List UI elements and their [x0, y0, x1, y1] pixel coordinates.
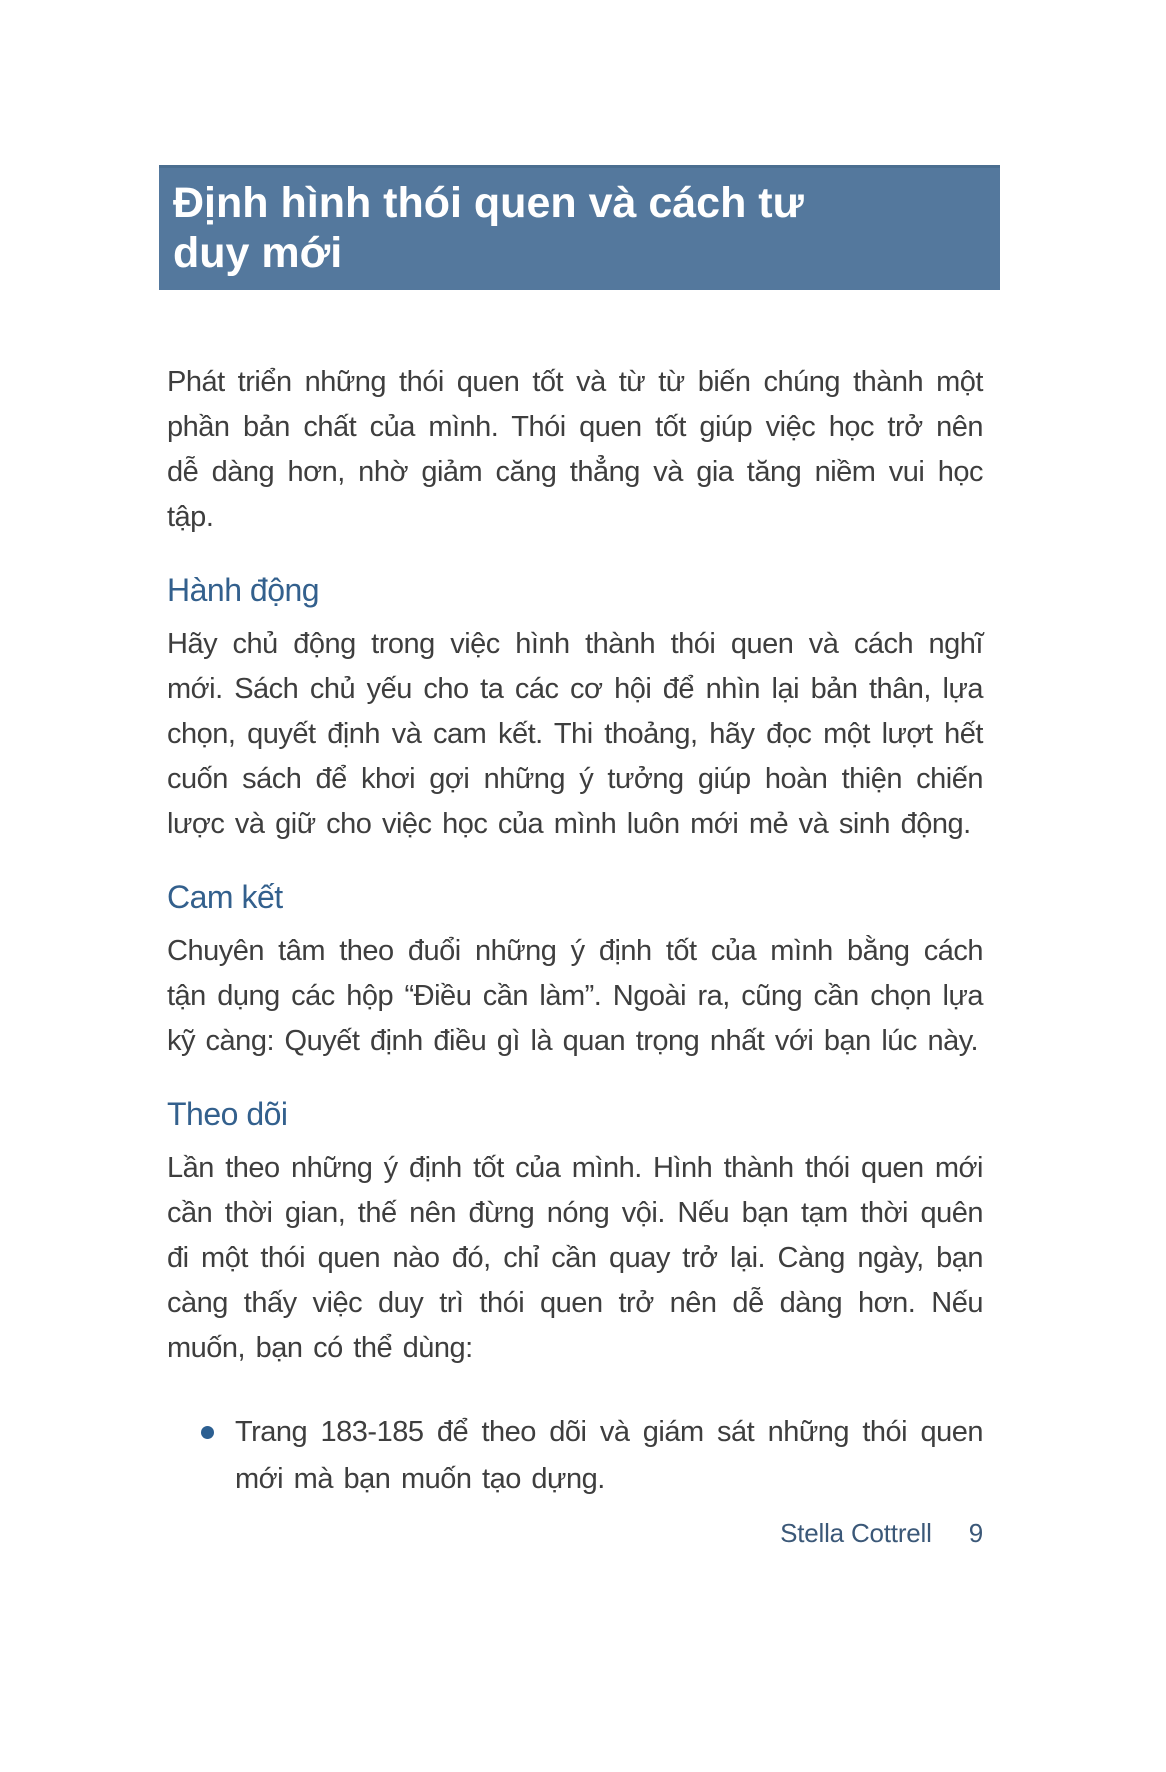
- section-heading-theo-doi: Theo dõi: [167, 1096, 288, 1132]
- section-heading-cam-ket: Cam kết: [167, 879, 283, 915]
- chapter-title: Định hình thói quen và cách tư duy mới: [173, 179, 804, 277]
- bullet-icon: [201, 1426, 214, 1439]
- section-heading-hanh-dong: Hành động: [167, 572, 320, 608]
- section-theo-doi: [167, 1094, 983, 1371]
- section-cam-ket: [167, 877, 983, 1064]
- bullet-list: [167, 1409, 983, 1503]
- page-footer: [167, 1517, 983, 1549]
- section-hanh-dong: [167, 570, 983, 847]
- list-item: [167, 1409, 983, 1503]
- page-content: [167, 360, 983, 1549]
- section-body-theo-doi: Lần theo những ý định tốt của mình. Hình thành thói quen mới cần thời gian, thế nên đừng nóng vội. Nếu bạn tạm thời quên đi một thói quen nào đó, chỉ cần quay trở lại. Càng ngày, bạn càng thấy việc duy trì thói quen trở nên dễ dàng hơn. Nếu muốn, bạn có thể dùng:: [167, 1152, 983, 1364]
- list-item-text: Trang 183-185 để theo dõi và giám sát những thói quen mới mà bạn muốn tạo dựng.: [235, 1416, 983, 1495]
- page-number: 9: [968, 1518, 983, 1548]
- chapter-header-banner: [159, 165, 1000, 290]
- section-body-cam-ket: Chuyên tâm theo đuổi những ý định tốt của mình bằng cách tận dụng các hộp “Điều cần làm”. Ngoài ra, cũng cần chọn lựa kỹ càng: Quyết định điều gì là quan trọng nhất với bạn lúc này.: [167, 935, 983, 1057]
- author-name: Stella Cottrell: [780, 1518, 932, 1548]
- book-page: [0, 165, 1166, 1772]
- section-body-hanh-dong: Hãy chủ động trong việc hình thành thói quen và cách nghĩ mới. Sách chủ yếu cho ta các cơ hội để nhìn lại bản thân, lựa chọn, quyết định và cam kết. Thi thoảng, hãy đọc một lượt hết cuốn sách để khơi gợi những ý tưởng giúp hoàn thiện chiến lược và giữ cho việc học của mình luôn mới mẻ và sinh động.: [167, 628, 983, 840]
- intro-paragraph: Phát triển những thói quen tốt và từ từ biến chúng thành một phần bản chất của mình. Thói quen tốt giúp việc học trở nên dễ dàng hơn, nhờ giảm căng thẳng và gia tăng niềm vui học tập.: [167, 366, 983, 533]
